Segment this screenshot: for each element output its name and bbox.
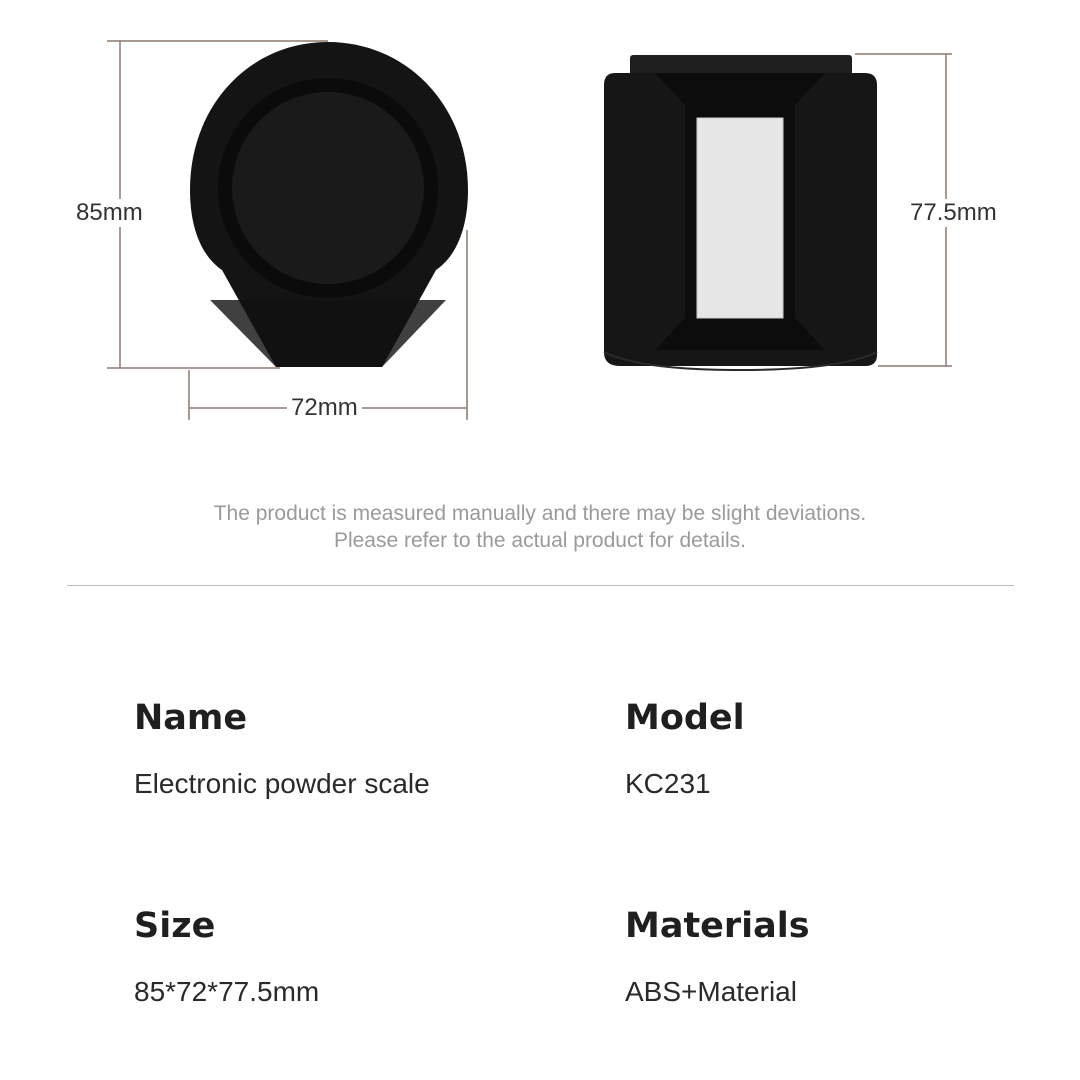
section-divider xyxy=(67,585,1014,586)
spec-size-label: Size xyxy=(134,906,216,946)
spec-name-value: Electronic powder scale xyxy=(134,768,430,799)
disclaimer-line-1: The product is measured manually and there may be slight deviations. xyxy=(213,502,867,525)
spec-size xyxy=(134,906,319,1008)
front-view-product xyxy=(604,55,877,370)
measurement-disclaimer xyxy=(0,500,1080,554)
spec-model xyxy=(625,698,745,800)
spec-name-label: Name xyxy=(134,698,248,738)
spec-name xyxy=(134,698,430,800)
top-view-product xyxy=(190,42,468,367)
spec-model-label: Model xyxy=(625,698,745,738)
spec-materials-value: ABS+Material xyxy=(625,976,797,1007)
disclaimer-line-2: Please refer to the actual product for details. xyxy=(333,529,747,552)
spec-materials xyxy=(625,906,810,1008)
front-height-dimension-label: 77.5mm xyxy=(910,199,997,226)
spec-model-value: KC231 xyxy=(625,768,711,799)
spec-materials-label: Materials xyxy=(625,906,810,946)
height-dimension-label: 85mm xyxy=(76,199,143,226)
product-dimension-figure xyxy=(0,0,1080,440)
width-dimension-label: 72mm xyxy=(287,394,362,422)
spec-size-value: 85*72*77.5mm xyxy=(134,976,320,1007)
